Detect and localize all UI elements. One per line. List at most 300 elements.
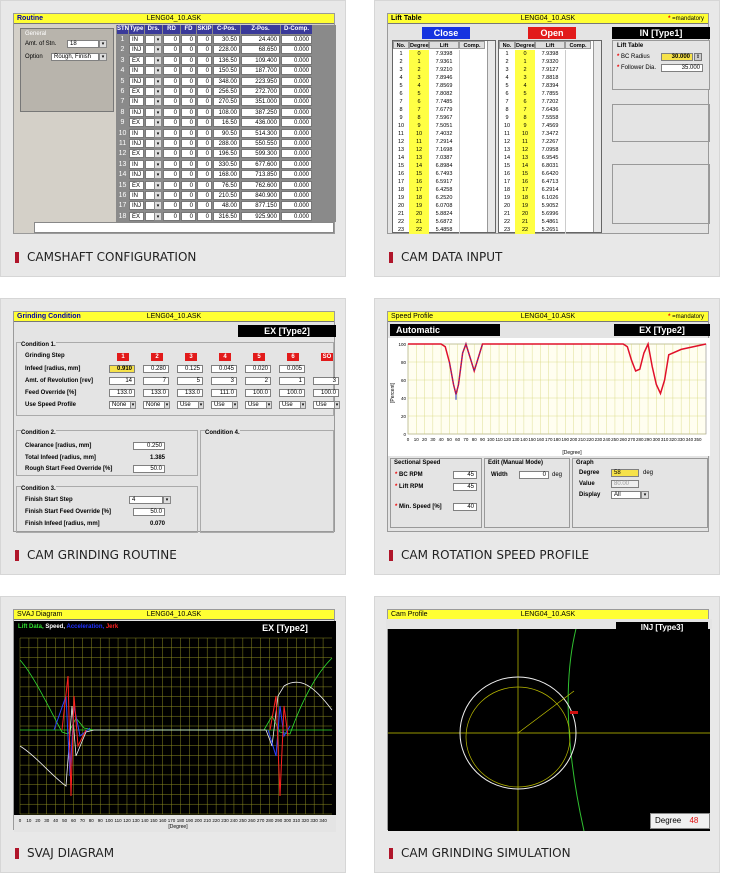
table-cell[interactable]: INJ bbox=[129, 170, 144, 179]
select-dropdown-icon[interactable]: ▾ bbox=[301, 402, 305, 408]
comp-cell[interactable] bbox=[459, 218, 485, 226]
table-cell[interactable]: 0.000 bbox=[281, 77, 312, 86]
table-cell[interactable]: 0 bbox=[163, 181, 180, 190]
select-dropdown-icon[interactable]: ▾ bbox=[267, 402, 271, 408]
table-cell[interactable]: 228.00 bbox=[213, 45, 240, 54]
table-cell[interactable]: 10 bbox=[409, 130, 429, 138]
table-cell[interactable]: 7 bbox=[409, 106, 429, 114]
table-cell[interactable]: 7.9361 bbox=[435, 59, 453, 65]
table-cell[interactable]: 187.700 bbox=[241, 66, 280, 75]
table-cell[interactable]: INJ bbox=[129, 201, 144, 210]
table-cell[interactable]: 17 bbox=[409, 186, 429, 194]
table-cell[interactable]: 6.6420 bbox=[541, 171, 559, 177]
table-scrollbar[interactable] bbox=[593, 41, 601, 232]
comp-cell[interactable] bbox=[565, 114, 591, 122]
speed-profile-select[interactable]: Use bbox=[279, 401, 305, 409]
table-cell[interactable]: 20 bbox=[515, 210, 535, 218]
table-cell[interactable]: 9 bbox=[409, 122, 429, 130]
comp-cell[interactable] bbox=[459, 154, 485, 162]
comp-cell[interactable] bbox=[459, 138, 485, 146]
table-cell[interactable]: 7.5558 bbox=[541, 115, 559, 121]
table-cell[interactable]: 0 bbox=[181, 139, 196, 148]
table-cell[interactable]: 7.2267 bbox=[541, 139, 559, 145]
condition-field[interactable]: 100.0 bbox=[279, 389, 305, 397]
condition-field[interactable] bbox=[313, 365, 339, 373]
table-cell[interactable]: 18 bbox=[409, 194, 429, 202]
comp-cell[interactable] bbox=[459, 90, 485, 98]
table-cell[interactable]: 0 bbox=[181, 66, 196, 75]
table-cell[interactable]: 15 bbox=[409, 170, 429, 178]
table-cell[interactable]: 7.8946 bbox=[435, 75, 453, 81]
table-cell[interactable]: 150.50 bbox=[213, 66, 240, 75]
finish-step-field[interactable]: 4 bbox=[129, 496, 163, 504]
bc-radius-field[interactable]: 30.000 bbox=[661, 53, 693, 61]
table-cell[interactable]: 7.4032 bbox=[435, 131, 453, 137]
table-cell[interactable]: 5.2651 bbox=[541, 227, 559, 233]
table-cell[interactable]: 599.300 bbox=[241, 149, 280, 158]
comp-cell[interactable] bbox=[565, 82, 591, 90]
comp-cell[interactable] bbox=[565, 210, 591, 218]
table-cell[interactable]: 14 bbox=[515, 162, 535, 170]
table-cell[interactable]: 0 bbox=[163, 118, 180, 127]
table-cell[interactable]: 0 bbox=[163, 45, 180, 54]
table-cell[interactable]: 16.50 bbox=[213, 118, 240, 127]
condition-field[interactable]: 3 bbox=[313, 377, 339, 385]
table-cell[interactable]: 0.000 bbox=[281, 212, 312, 221]
table-cell[interactable]: 0 bbox=[197, 56, 212, 65]
table-cell[interactable]: 6.1026 bbox=[541, 195, 559, 201]
table-cell[interactable]: INJ bbox=[129, 108, 144, 117]
table-cell[interactable]: 109.400 bbox=[241, 56, 280, 65]
table-cell[interactable]: 0 bbox=[181, 170, 196, 179]
type-dropdown-icon[interactable]: ▾ bbox=[154, 139, 162, 148]
speed-profile-select[interactable]: None bbox=[143, 401, 169, 409]
table-cell[interactable]: 0 bbox=[163, 191, 180, 200]
option-field[interactable]: Rough, Finish bbox=[51, 53, 99, 61]
table-cell[interactable]: 0 bbox=[197, 87, 212, 96]
condition-field[interactable]: 0.005 bbox=[279, 365, 305, 373]
comp-cell[interactable] bbox=[459, 98, 485, 106]
table-cell[interactable]: 136.50 bbox=[213, 56, 240, 65]
table-cell[interactable]: 0 bbox=[409, 50, 429, 58]
table-cell[interactable]: 7.9210 bbox=[435, 67, 453, 73]
speed-profile-select[interactable]: Use bbox=[245, 401, 271, 409]
comp-cell[interactable] bbox=[459, 186, 485, 194]
table-cell[interactable]: 0.000 bbox=[281, 35, 312, 44]
comp-cell[interactable] bbox=[459, 114, 485, 122]
table-cell[interactable]: INJ bbox=[129, 77, 144, 86]
rough-feed-field[interactable]: 50.0 bbox=[133, 465, 165, 473]
table-cell[interactable]: EX bbox=[129, 181, 144, 190]
table-cell[interactable]: 0.000 bbox=[281, 108, 312, 117]
table-cell[interactable]: 1 bbox=[515, 58, 535, 66]
comp-cell[interactable] bbox=[565, 74, 591, 82]
table-cell[interactable]: 0 bbox=[197, 181, 212, 190]
comp-cell[interactable] bbox=[565, 194, 591, 202]
table-cell[interactable]: 7.2914 bbox=[435, 139, 453, 145]
table-cell[interactable]: 0 bbox=[197, 97, 212, 106]
table-cell[interactable]: 3 bbox=[409, 74, 429, 82]
table-cell[interactable]: 48.00 bbox=[213, 201, 240, 210]
type-dropdown-icon[interactable]: ▾ bbox=[154, 149, 162, 158]
table-cell[interactable]: 0 bbox=[181, 149, 196, 158]
comp-cell[interactable] bbox=[565, 218, 591, 226]
table-cell[interactable]: INJ bbox=[129, 45, 144, 54]
speed-profile-select[interactable]: Use bbox=[211, 401, 237, 409]
table-cell[interactable]: 16 bbox=[409, 178, 429, 186]
table-cell[interactable]: IN bbox=[129, 66, 144, 75]
table-cell[interactable]: 196.50 bbox=[213, 149, 240, 158]
table-cell[interactable]: 7.7855 bbox=[541, 91, 559, 97]
comp-cell[interactable] bbox=[459, 58, 485, 66]
type-dropdown-icon[interactable]: ▾ bbox=[154, 160, 162, 169]
table-cell[interactable]: 0 bbox=[181, 181, 196, 190]
comp-cell[interactable] bbox=[565, 90, 591, 98]
table-cell[interactable]: 16 bbox=[515, 178, 535, 186]
type-dropdown-icon[interactable]: ▾ bbox=[154, 56, 162, 65]
lift-rpm-field[interactable]: 45 bbox=[453, 483, 477, 491]
condition-field[interactable]: 3 bbox=[211, 377, 237, 385]
comp-cell[interactable] bbox=[459, 178, 485, 186]
table-cell[interactable]: 10 bbox=[515, 130, 535, 138]
table-cell[interactable]: 20 bbox=[409, 210, 429, 218]
table-cell[interactable]: 0 bbox=[197, 118, 212, 127]
comp-cell[interactable] bbox=[565, 122, 591, 130]
table-cell[interactable]: 223.950 bbox=[241, 77, 280, 86]
speed-profile-select[interactable]: None bbox=[109, 401, 135, 409]
comp-cell[interactable] bbox=[459, 82, 485, 90]
table-cell[interactable]: 7.8082 bbox=[435, 91, 453, 97]
table-cell[interactable]: 0 bbox=[163, 170, 180, 179]
comp-cell[interactable] bbox=[459, 162, 485, 170]
type-dropdown-icon[interactable]: ▾ bbox=[154, 212, 162, 221]
comp-cell[interactable] bbox=[565, 186, 591, 194]
table-cell[interactable]: 0 bbox=[181, 160, 196, 169]
table-cell[interactable]: EX bbox=[129, 212, 144, 221]
table-cell[interactable]: 0 bbox=[163, 212, 180, 221]
table-cell[interactable]: 5.9052 bbox=[541, 203, 559, 209]
table-cell[interactable]: 288.00 bbox=[213, 139, 240, 148]
comp-cell[interactable] bbox=[565, 130, 591, 138]
table-cell[interactable]: 0.000 bbox=[281, 181, 312, 190]
table-cell[interactable]: 19 bbox=[515, 202, 535, 210]
table-cell[interactable]: 0.000 bbox=[281, 201, 312, 210]
table-cell[interactable]: 6.7493 bbox=[435, 171, 453, 177]
table-cell[interactable]: 0 bbox=[163, 87, 180, 96]
table-cell[interactable]: 0 bbox=[515, 50, 535, 58]
table-cell[interactable]: 90.50 bbox=[213, 129, 240, 138]
table-cell[interactable]: 7.9398 bbox=[435, 51, 453, 57]
condition-field[interactable]: 0.045 bbox=[211, 365, 237, 373]
table-cell[interactable]: 7 bbox=[515, 106, 535, 114]
comp-cell[interactable] bbox=[565, 170, 591, 178]
table-cell[interactable]: 0 bbox=[163, 66, 180, 75]
table-cell[interactable]: 7.8569 bbox=[435, 83, 453, 89]
condition-field[interactable]: 2 bbox=[245, 377, 271, 385]
table-cell[interactable]: 18 bbox=[515, 194, 535, 202]
condition-field[interactable]: 100.0 bbox=[245, 389, 271, 397]
table-cell[interactable]: 0 bbox=[181, 118, 196, 127]
table-cell[interactable]: 7.0387 bbox=[435, 155, 453, 161]
table-cell[interactable]: IN bbox=[129, 35, 144, 44]
table-cell[interactable]: 514.300 bbox=[241, 129, 280, 138]
condition-field[interactable]: 133.0 bbox=[143, 389, 169, 397]
type-dropdown-icon[interactable]: ▾ bbox=[154, 87, 162, 96]
table-cell[interactable]: 210.50 bbox=[213, 191, 240, 200]
table-cell[interactable]: 330.50 bbox=[213, 160, 240, 169]
condition-field[interactable]: 133.0 bbox=[109, 389, 135, 397]
table-cell[interactable]: 68.650 bbox=[241, 45, 280, 54]
display-dropdown-icon[interactable]: ▾ bbox=[641, 491, 649, 499]
follower-dia-field[interactable]: 35.000 bbox=[661, 64, 703, 72]
table-cell[interactable]: 24.400 bbox=[241, 35, 280, 44]
table-cell[interactable]: 0 bbox=[197, 160, 212, 169]
table-cell[interactable]: 0 bbox=[163, 97, 180, 106]
table-cell[interactable]: 5.6872 bbox=[435, 219, 453, 225]
condition-field[interactable]: 0.280 bbox=[143, 365, 169, 373]
table-cell[interactable]: 13 bbox=[515, 154, 535, 162]
table-cell[interactable]: 0.000 bbox=[281, 45, 312, 54]
table-cell[interactable]: 76.50 bbox=[213, 181, 240, 190]
comp-cell[interactable] bbox=[565, 98, 591, 106]
table-cell[interactable]: 0 bbox=[197, 77, 212, 86]
speed-profile-select[interactable]: Use bbox=[313, 401, 339, 409]
table-cell[interactable]: 6.2914 bbox=[541, 187, 559, 193]
table-cell[interactable]: 7.8818 bbox=[541, 75, 559, 81]
table-cell[interactable]: 0.000 bbox=[281, 149, 312, 158]
table-cell[interactable]: 5 bbox=[515, 90, 535, 98]
degree-field[interactable]: 58 bbox=[611, 469, 639, 477]
table-cell[interactable]: 0 bbox=[163, 139, 180, 148]
table-cell[interactable]: 4 bbox=[409, 82, 429, 90]
table-cell[interactable]: 0 bbox=[197, 129, 212, 138]
table-cell[interactable]: 0.000 bbox=[281, 56, 312, 65]
table-cell[interactable]: 0 bbox=[197, 108, 212, 117]
comp-cell[interactable] bbox=[565, 162, 591, 170]
table-cell[interactable]: 0 bbox=[197, 149, 212, 158]
table-cell[interactable]: 0 bbox=[163, 201, 180, 210]
table-cell[interactable]: 5.4858 bbox=[435, 227, 453, 233]
table-cell[interactable]: 6.8984 bbox=[435, 163, 453, 169]
type-dropdown-icon[interactable]: ▾ bbox=[154, 181, 162, 190]
table-cell[interactable]: 0 bbox=[181, 87, 196, 96]
table-cell[interactable]: 0 bbox=[163, 149, 180, 158]
table-cell[interactable]: 30.50 bbox=[213, 35, 240, 44]
table-cell[interactable]: 7.6779 bbox=[435, 107, 453, 113]
table-cell[interactable]: 13 bbox=[409, 154, 429, 162]
type-dropdown-icon[interactable]: ▾ bbox=[154, 45, 162, 54]
table-cell[interactable]: 6.9545 bbox=[541, 155, 559, 161]
table-cell[interactable]: 6.8031 bbox=[541, 163, 559, 169]
table-cell[interactable]: 0 bbox=[181, 191, 196, 200]
table-cell[interactable]: 351.000 bbox=[241, 97, 280, 106]
comp-cell[interactable] bbox=[459, 106, 485, 114]
condition-field[interactable]: 1 bbox=[279, 377, 305, 385]
table-cell[interactable]: 7.6436 bbox=[541, 107, 559, 113]
table-cell[interactable]: 108.00 bbox=[213, 108, 240, 117]
comp-cell[interactable] bbox=[565, 178, 591, 186]
table-cell[interactable]: 2 bbox=[409, 66, 429, 74]
table-cell[interactable]: 0 bbox=[181, 97, 196, 106]
table-cell[interactable]: 0 bbox=[181, 201, 196, 210]
finish-step-dropdown-icon[interactable]: ▾ bbox=[163, 496, 171, 504]
table-cell[interactable]: 256.50 bbox=[213, 87, 240, 96]
table-cell[interactable]: 0 bbox=[181, 108, 196, 117]
condition-field[interactable]: 111.0 bbox=[211, 389, 237, 397]
table-cell[interactable]: 0 bbox=[181, 129, 196, 138]
table-scrollbar[interactable] bbox=[487, 41, 495, 232]
table-cell[interactable]: EX bbox=[129, 149, 144, 158]
table-cell[interactable]: 6 bbox=[409, 98, 429, 106]
select-dropdown-icon[interactable]: ▾ bbox=[335, 402, 339, 408]
comp-cell[interactable] bbox=[565, 138, 591, 146]
type-dropdown-icon[interactable]: ▾ bbox=[154, 77, 162, 86]
table-cell[interactable]: 0 bbox=[163, 160, 180, 169]
comp-cell[interactable] bbox=[459, 146, 485, 154]
table-cell[interactable]: 272.700 bbox=[241, 87, 280, 96]
table-cell[interactable]: IN bbox=[129, 160, 144, 169]
table-cell[interactable]: 0 bbox=[163, 77, 180, 86]
comp-cell[interactable] bbox=[565, 106, 591, 114]
comp-cell[interactable] bbox=[565, 202, 591, 210]
table-cell[interactable]: IN bbox=[129, 191, 144, 200]
table-cell[interactable]: IN bbox=[129, 97, 144, 106]
condition-field[interactable]: 100.0 bbox=[313, 389, 339, 397]
amt-field[interactable]: 18 bbox=[67, 40, 99, 48]
table-cell[interactable]: 7.5967 bbox=[435, 115, 453, 121]
table-cell[interactable]: 6.2520 bbox=[435, 195, 453, 201]
table-cell[interactable]: 0 bbox=[181, 45, 196, 54]
width-field[interactable]: 0 bbox=[519, 471, 549, 479]
table-cell[interactable]: 6.0708 bbox=[435, 203, 453, 209]
table-cell[interactable]: 0.000 bbox=[281, 129, 312, 138]
select-dropdown-icon[interactable]: ▾ bbox=[199, 402, 203, 408]
table-cell[interactable]: 7.9320 bbox=[541, 59, 559, 65]
min-speed-field[interactable]: 40 bbox=[453, 503, 477, 511]
table-cell[interactable]: 9 bbox=[515, 122, 535, 130]
display-select[interactable]: All bbox=[611, 491, 641, 499]
table-cell[interactable]: 0 bbox=[163, 56, 180, 65]
table-cell[interactable]: 7.3472 bbox=[541, 131, 559, 137]
condition-field[interactable]: 133.0 bbox=[177, 389, 203, 397]
table-cell[interactable]: 168.00 bbox=[213, 170, 240, 179]
comp-cell[interactable] bbox=[459, 66, 485, 74]
table-cell[interactable]: 17 bbox=[515, 186, 535, 194]
table-cell[interactable]: 840.900 bbox=[241, 191, 280, 200]
type-dropdown-icon[interactable]: ▾ bbox=[154, 108, 162, 117]
table-cell[interactable]: 762.600 bbox=[241, 181, 280, 190]
comp-cell[interactable] bbox=[459, 122, 485, 130]
select-dropdown-icon[interactable]: ▾ bbox=[233, 402, 237, 408]
speed-profile-select[interactable]: Use bbox=[177, 401, 203, 409]
table-cell[interactable]: 11 bbox=[515, 138, 535, 146]
type-dropdown-icon[interactable]: ▾ bbox=[154, 170, 162, 179]
comp-cell[interactable] bbox=[459, 170, 485, 178]
comp-cell[interactable] bbox=[459, 210, 485, 218]
comp-cell[interactable] bbox=[565, 58, 591, 66]
table-cell[interactable]: 19 bbox=[409, 202, 429, 210]
table-cell[interactable]: 0 bbox=[163, 35, 180, 44]
condition-field[interactable]: 5 bbox=[177, 377, 203, 385]
table-cell[interactable]: 0 bbox=[163, 108, 180, 117]
comp-cell[interactable] bbox=[565, 226, 591, 234]
comp-cell[interactable] bbox=[459, 50, 485, 58]
table-cell[interactable]: 2 bbox=[515, 66, 535, 74]
table-cell[interactable]: 0 bbox=[197, 66, 212, 75]
table-cell[interactable]: 0.000 bbox=[281, 87, 312, 96]
table-cell[interactable]: 7.0958 bbox=[541, 147, 559, 153]
table-cell[interactable]: EX bbox=[129, 56, 144, 65]
table-cell[interactable]: 7.9127 bbox=[541, 67, 559, 73]
comp-cell[interactable] bbox=[565, 66, 591, 74]
table-cell[interactable]: 7.5051 bbox=[435, 123, 453, 129]
table-cell[interactable]: 0 bbox=[197, 45, 212, 54]
bc-spin-icon[interactable]: ⇕ bbox=[695, 54, 701, 60]
comp-cell[interactable] bbox=[459, 194, 485, 202]
table-cell[interactable]: 316.50 bbox=[213, 212, 240, 221]
table-cell[interactable]: 7.7485 bbox=[435, 99, 453, 105]
table-cell[interactable]: 0 bbox=[197, 201, 212, 210]
comp-cell[interactable] bbox=[459, 202, 485, 210]
table-cell[interactable]: 5 bbox=[409, 90, 429, 98]
table-cell[interactable]: 4 bbox=[515, 82, 535, 90]
table-cell[interactable]: 5.8824 bbox=[435, 211, 453, 217]
comp-cell[interactable] bbox=[459, 226, 485, 234]
table-cell[interactable]: 0.000 bbox=[281, 170, 312, 179]
table-cell[interactable]: 8 bbox=[409, 114, 429, 122]
table-cell[interactable]: 22 bbox=[515, 226, 535, 234]
table-cell[interactable]: 1 bbox=[409, 58, 429, 66]
table-cell[interactable]: 0 bbox=[197, 35, 212, 44]
table-cell[interactable]: 5.6996 bbox=[541, 211, 559, 217]
table-cell[interactable]: 270.50 bbox=[213, 97, 240, 106]
table-cell[interactable]: EX bbox=[129, 118, 144, 127]
table-cell[interactable]: 713.850 bbox=[241, 170, 280, 179]
type-dropdown-icon[interactable]: ▾ bbox=[154, 66, 162, 75]
table-cell[interactable]: 6.4258 bbox=[435, 187, 453, 193]
option-dropdown-icon[interactable]: ▾ bbox=[99, 53, 107, 61]
table-cell[interactable]: IN bbox=[129, 129, 144, 138]
table-cell[interactable]: 0.000 bbox=[281, 97, 312, 106]
condition-field[interactable]: 7 bbox=[143, 377, 169, 385]
table-cell[interactable]: 0 bbox=[197, 191, 212, 200]
table-cell[interactable]: 0 bbox=[163, 129, 180, 138]
table-cell[interactable]: 7.9398 bbox=[541, 51, 559, 57]
type-dropdown-icon[interactable]: ▾ bbox=[154, 191, 162, 200]
select-dropdown-icon[interactable]: ▾ bbox=[131, 402, 135, 408]
table-cell[interactable]: 21 bbox=[515, 218, 535, 226]
table-cell[interactable]: 0 bbox=[197, 170, 212, 179]
clearance-field[interactable]: 0.250 bbox=[133, 442, 165, 450]
table-cell[interactable]: 0 bbox=[181, 56, 196, 65]
table-cell[interactable]: 12 bbox=[515, 146, 535, 154]
table-cell[interactable]: 11 bbox=[409, 138, 429, 146]
select-dropdown-icon[interactable]: ▾ bbox=[165, 402, 169, 408]
table-cell[interactable]: 22 bbox=[409, 226, 429, 234]
table-cell[interactable]: 925.900 bbox=[241, 212, 280, 221]
type-dropdown-icon[interactable]: ▾ bbox=[154, 118, 162, 127]
table-cell[interactable]: 877.150 bbox=[241, 201, 280, 210]
type-dropdown-icon[interactable]: ▾ bbox=[154, 201, 162, 210]
amt-dropdown-icon[interactable]: ▾ bbox=[99, 40, 107, 48]
table-cell[interactable]: 12 bbox=[409, 146, 429, 154]
type-dropdown-icon[interactable]: ▾ bbox=[154, 129, 162, 138]
finish-feed-field[interactable]: 50.0 bbox=[133, 508, 165, 516]
table-cell[interactable]: 6.4713 bbox=[541, 179, 559, 185]
comp-cell[interactable] bbox=[565, 146, 591, 154]
table-cell[interactable]: 0.000 bbox=[281, 191, 312, 200]
table-cell[interactable]: 436.000 bbox=[241, 118, 280, 127]
